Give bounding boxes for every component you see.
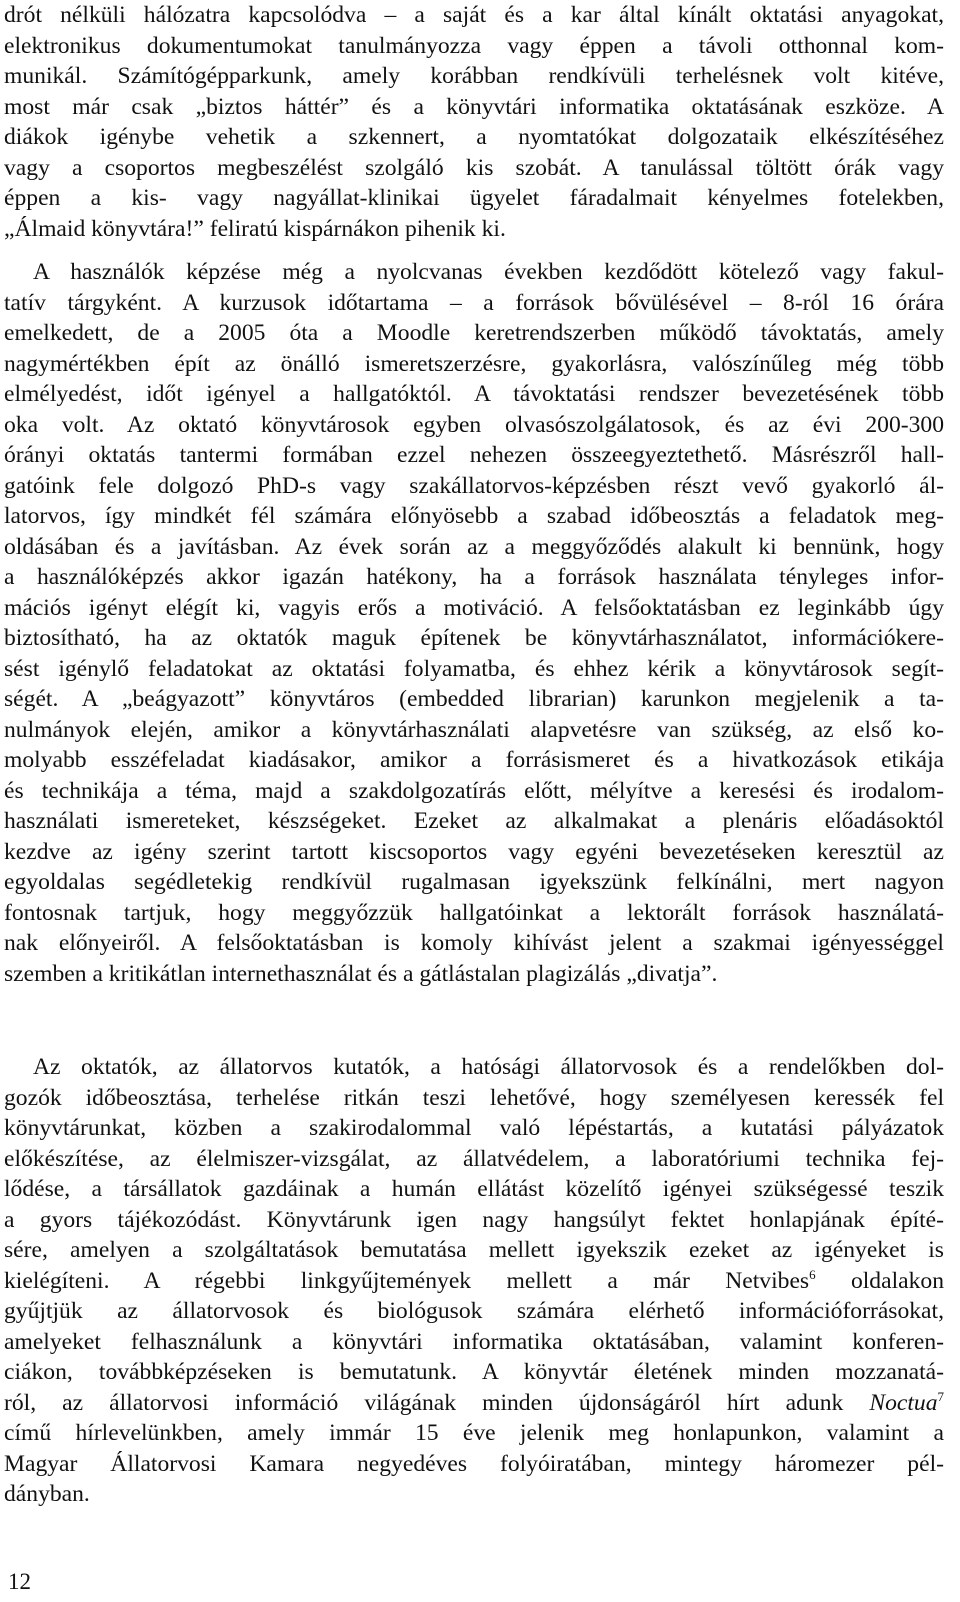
line-text: ról, az állatorvosi információ világának minden újdonságáról hírt adunk bbox=[4, 1389, 870, 1416]
text-line: nulmányok elején, amikor a könyvtárhasználati alapvetésre van szükség, az első ko- bbox=[4, 716, 944, 743]
text-line: Magyar Állatorvosi Kamara negyedéves folyóiratában, mintegy háromezer pél- bbox=[4, 1450, 944, 1477]
text-line: Az oktatók, az állatorvos kutatók, a hatósági állatorvosok és a rendelőkben dol- bbox=[33, 1054, 944, 1080]
text-line: amelyeket felhasználunk a könyvtári informatika oktatásában, valamint konferen- bbox=[4, 1328, 944, 1355]
text-line: fontosnak tartjuk, hogy meggyőzzük hallgatóinkat a lektorált források használatá- bbox=[4, 899, 944, 926]
text-line: gozók időbeosztása, terhelése ritkán teszi lehetővé, hogy személyesen keressék fel bbox=[4, 1084, 944, 1111]
text-line: sést igénylő feladatokat az oktatási folyamatba, és ehhez kérik a könyvtárosok segít- bbox=[4, 655, 944, 682]
footnote-ref-6: 6 bbox=[809, 1266, 816, 1282]
text-line: a használóképzés akkor igazán hatékony, ha a források használata tényleges infor- bbox=[4, 564, 944, 590]
text-line-footnote-7 bbox=[4, 1388, 944, 1419]
text-line: oka volt. Az oktató könyvtárosok egyben olvasószolgálatosok, és az évi 200-300 bbox=[4, 411, 944, 438]
text-line: gatóink fele dolgozó PhD-s vagy szakállatorvos-képzésben részt vevő gyakorló ál- bbox=[4, 472, 944, 499]
text-line: órányi oktatás tantermi formában ezzel nehezen összeegyeztethető. Másrészről hall- bbox=[4, 442, 944, 468]
text-line: ciákon, továbbképzéseken is bemutatunk. A könyvtár életének minden mozzanatá- bbox=[4, 1359, 944, 1385]
text-line: emelkedett, de a 2005 óta a Moodle keretrendszerben működő távoktatás, amely bbox=[4, 320, 944, 346]
text-line: diákok igénybe vehetik a szkennert, a nyomtatókat dolgozataik elkészítéséhez bbox=[4, 124, 944, 150]
paragraph-1 bbox=[4, 0, 944, 244]
text-line-footnote-6 bbox=[4, 1266, 944, 1297]
text-line: mációs igényt elégít ki, vagyis erős a motiváció. A felsőoktatásban ez leginkább úgy bbox=[4, 594, 944, 621]
text-line: most már csak „biztos háttér” és a könyvtári informatika oktatásának eszköze. A bbox=[4, 93, 944, 120]
line-text: oldalakon bbox=[815, 1267, 944, 1294]
text-line: A használók képzése még a nyolcvanas években kezdődött kötelező vagy fakul- bbox=[33, 259, 944, 285]
footnote-ref-7: 7 bbox=[937, 1388, 944, 1404]
newsletter-title: Noctua bbox=[869, 1389, 938, 1416]
paragraph-2 bbox=[4, 257, 944, 989]
text-line: használati ismereteket, készségeket. Ezeket az alkalmakat a plenáris előadásoktól bbox=[4, 808, 944, 834]
text-line: vagy a csoportos megbeszélést szolgáló kis szobát. A tanulással töltött órák vagy bbox=[4, 154, 944, 181]
text-line: szemben a kritikátlan internethasználat és a gátlástalan plagizálás „divatja”. bbox=[4, 960, 718, 987]
text-line: című hírlevelünkben, amely immár 15 éve jelenik meg honlapunkon, valamint a bbox=[4, 1420, 944, 1446]
text-line: lődése, a társállatok gazdáinak a humán ellátást közelítő igényei szükségessé teszik bbox=[4, 1176, 944, 1202]
text-line: gyűjtjük az állatorvosok és biológusok számára elérhető információforrásokat, bbox=[4, 1298, 944, 1324]
text-line: latorvos, így mindkét fél számára előnyösebb a szabad időbeosztás a feladatok meg- bbox=[4, 503, 944, 529]
text-line: munikál. Számítógépparkunk, amely korábban rendkívüli terhelésnek volt kitéve, bbox=[4, 63, 944, 89]
text-line: oldásában és a javításban. Az évek során az a meggyőződés alakult ki bennünk, hogy bbox=[4, 533, 944, 560]
text-line: sére, amelyen a szolgáltatások bemutatása mellett igyekszik ezeket az igényeket is bbox=[4, 1237, 944, 1263]
text-line: elmélyedést, időt igényel a hallgatóktól. A távoktatási rendszer bevezetésének több bbox=[4, 381, 944, 407]
text-line: a gyors tájékozódást. Könyvtárunk igen nagy hangsúlyt fektet honlapjának építé- bbox=[4, 1206, 944, 1233]
text-line: könyvtárunkat, közben a szakirodalommal való lépéstartás, a kutatási pályázatok bbox=[4, 1115, 944, 1141]
page-number: 12 bbox=[8, 1569, 31, 1594]
paragraph-3 bbox=[4, 1052, 944, 1510]
text-line: tatív tárgyként. A kurzusok időtartama – a források bővülésével – 8-ról 16 órára bbox=[4, 289, 944, 316]
text-line: dányban. bbox=[4, 1481, 90, 1507]
text-line: nak előnyeiről. A felsőoktatásban is komoly kihívást jelent a szakmai igényességgel bbox=[4, 930, 944, 956]
text-line: molyabb esszéfeladat kiadásakor, amikor a forrásismeret és a hivatkozások etikája bbox=[4, 747, 944, 773]
text-line: előkészítése, az élelmiszer-vizsgálat, az állatvédelem, a laboratóriumi technika fej- bbox=[4, 1145, 944, 1172]
text-line: ségét. A „beágyazott” könyvtáros (embedded librarian) karunkon megjelenik a ta- bbox=[4, 686, 944, 712]
text-line: „Álmaid könyvtára!” feliratú kispárnákon pihenik ki. bbox=[4, 215, 506, 242]
text-line: kezdve az igény szerint tartott kiscsoportos vagy egyéni bevezetéseken keresztül az bbox=[4, 838, 944, 865]
text-line: és technikája a téma, majd a szakdolgozatírás előtt, mélyítve a keresési és irodalom- bbox=[4, 777, 944, 804]
text-line: éppen a kis- vagy nagyállat-klinikai ügyelet fáradalmait kényelmes fotelekben, bbox=[4, 185, 944, 211]
line-text: kielégíteni. A régebbi linkgyűjtemények mellett a már Netvibes bbox=[4, 1267, 810, 1294]
text-line: biztosítható, ha az oktatók maguk építenek be könyvtárhasználatot, információkere- bbox=[4, 625, 944, 651]
text-line: drót nélküli hálózatra kapcsolódva – a saját és a kar által kínált oktatási anyagokat, bbox=[4, 2, 944, 28]
text-line: elektronikus dokumentumokat tanulmányozza vagy éppen a távoli otthonnal kom- bbox=[4, 32, 944, 59]
text-line: egyoldalas segédletekig rendkívül rugalmasan igyekszünk felkínálni, mert nagyon bbox=[4, 869, 944, 895]
text-line: nagymértékben épít az önálló ismeretszerzésre, gyakorlásra, valószínűleg még több bbox=[4, 350, 944, 377]
